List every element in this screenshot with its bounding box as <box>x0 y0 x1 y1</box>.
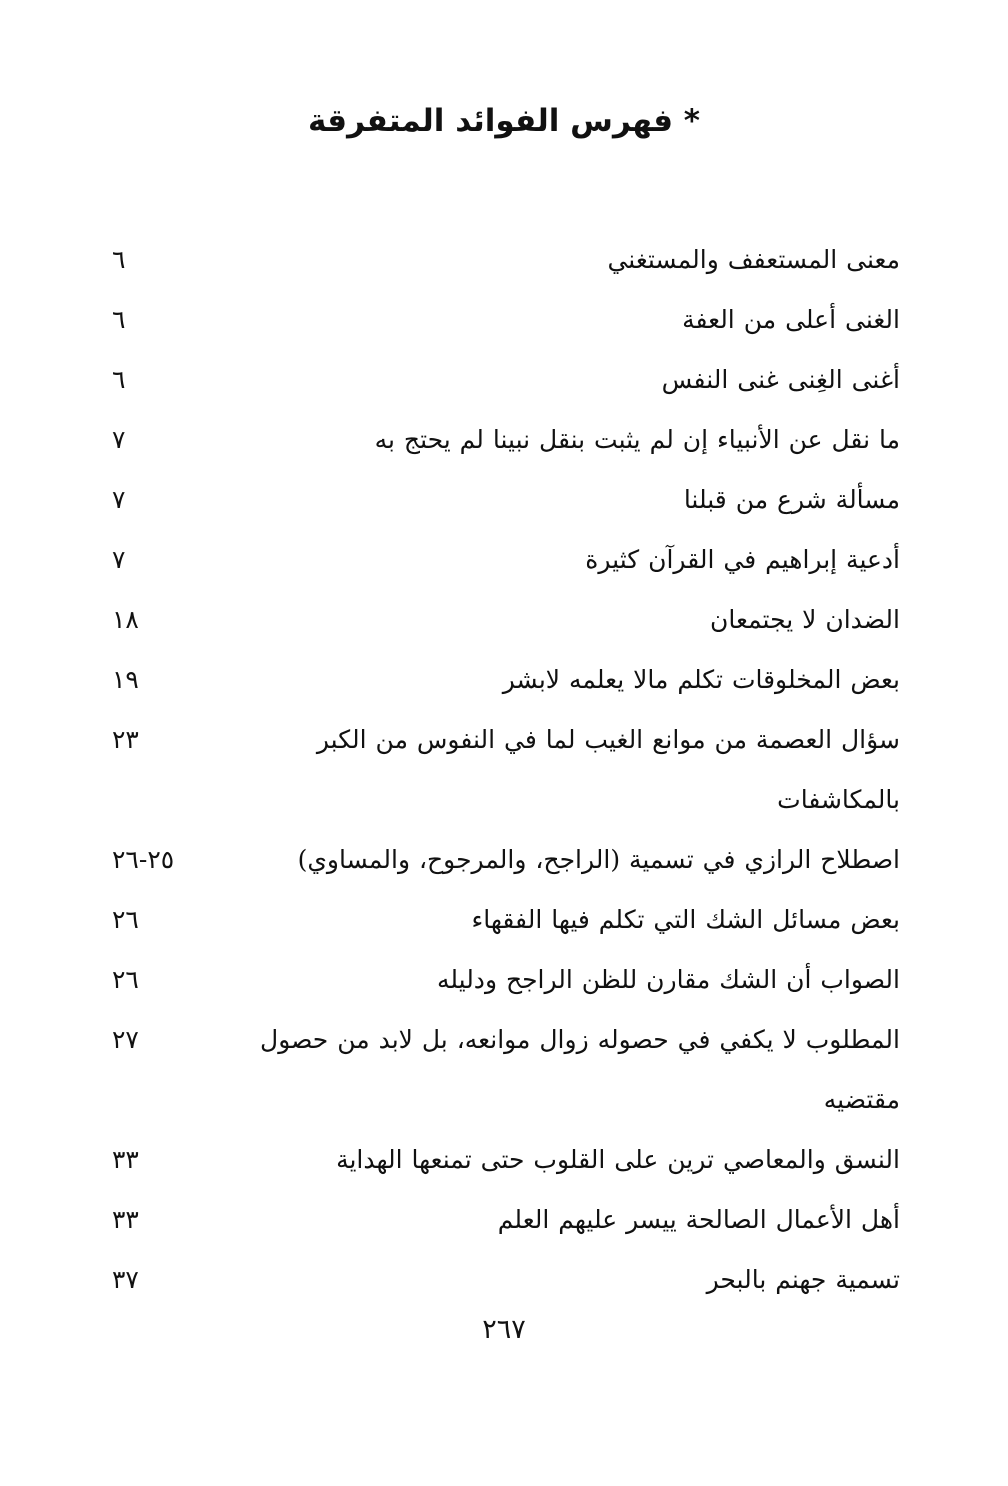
index-entry <box>108 890 900 950</box>
index-entry <box>108 230 900 290</box>
index-entry <box>108 590 900 650</box>
entry-page-number: ٧ <box>112 425 126 454</box>
entry-page-number: ١٨ <box>112 605 139 634</box>
index-entry <box>108 1250 900 1310</box>
entry-topic: مسألة شرع من قبلنا <box>683 485 900 514</box>
index-list <box>108 230 900 1310</box>
entry-topic: أدعية إبراهيم في القرآن كثيرة <box>585 545 900 574</box>
index-entry <box>108 1130 900 1190</box>
entry-page-number: ٢٣ <box>112 725 139 754</box>
entry-page-number: ٦ <box>112 365 126 394</box>
index-entry <box>108 1190 900 1250</box>
entry-page-number: ١٩ <box>112 665 139 694</box>
entry-page-number: ٣٣ <box>112 1145 139 1174</box>
entry-topic: الصواب أن الشك مقارن للظن الراجح ودليله <box>436 965 900 994</box>
entry-topic: أهل الأعمال الصالحة ييسر عليهم العلم <box>497 1205 900 1234</box>
entry-topic: الغنى أعلى من العفة <box>682 305 900 334</box>
entry-page-number: ٧ <box>112 545 126 574</box>
entry-topic: بعض المخلوقات تكلم مالا يعلمه لابشر <box>502 665 900 694</box>
entry-topic: اصطلاح الرازي في تسمية (الراجح، والمرجوح، والمساوي) <box>297 845 900 874</box>
index-entry <box>108 290 900 350</box>
entry-topic: ما نقل عن الأنبياء إن لم يثبت بنقل نبينا لم يحتج به <box>374 425 900 454</box>
entry-page-number: ٣٧ <box>112 1265 139 1294</box>
index-entry <box>108 710 900 830</box>
entry-topic: النسق والمعاصي ترين على القلوب حتى تمنعها الهداية <box>336 1145 900 1174</box>
entry-page-number: ٦ <box>112 245 126 274</box>
entry-topic: سؤال العصمة من موانع الغيب لما في النفوس من الكبر بالمكاشفات <box>316 725 900 814</box>
entry-page-number: ٢٥-٢٦ <box>112 845 175 874</box>
entry-topic: أغنى الغِنى غنى النفس <box>661 365 900 394</box>
index-entry <box>108 830 900 890</box>
index-entry <box>108 410 900 470</box>
entry-topic: معنى المستعفف والمستغني <box>607 245 900 274</box>
index-entry <box>108 650 900 710</box>
entry-page-number: ٦ <box>112 305 126 334</box>
entry-page-number: ٧ <box>112 485 126 514</box>
entry-page-number: ٢٦ <box>112 965 139 994</box>
entry-page-number: ٢٦ <box>112 905 139 934</box>
entry-topic: تسمية جهنم بالبحر <box>706 1265 900 1294</box>
entry-topic: المطلوب لا يكفي في حصوله زوال موانعه، بل لابد من حصول مقتضيه <box>260 1025 900 1114</box>
index-entry <box>108 530 900 590</box>
entry-page-number: ٣٣ <box>112 1205 139 1234</box>
entry-topic: الضدان لا يجتمعان <box>710 605 900 634</box>
index-entry <box>108 470 900 530</box>
entry-page-number: ٢٧ <box>112 1025 139 1054</box>
index-entry <box>108 1010 900 1130</box>
page-number: ٢٦٧ <box>482 1314 526 1345</box>
index-entry <box>108 350 900 410</box>
index-entry <box>108 950 900 1010</box>
entry-topic: بعض مسائل الشك التي تكلم فيها الفقهاء <box>471 905 900 934</box>
page-title: * فهرس الفوائد المتفرقة <box>308 103 700 139</box>
